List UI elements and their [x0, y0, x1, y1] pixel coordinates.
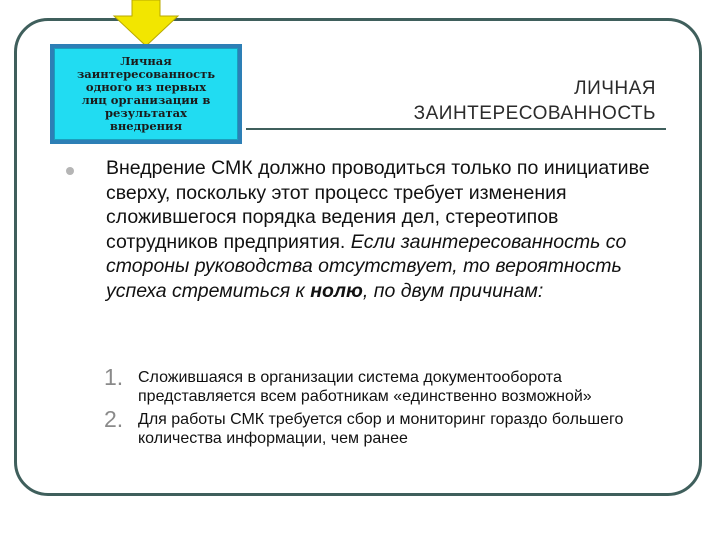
list-item-text: Сложившаяся в организации система документооборота представляется всем работникам «единственно возможной»	[138, 369, 592, 405]
body-text-part4: , по двум причинам:	[362, 279, 544, 302]
body-text-part2: Если заинтересованность со стороны руководства отсутствует, то вероятность успеха стремиться к	[106, 230, 627, 302]
header-divider	[246, 128, 666, 130]
body-text-part1: Внедрение СМК должно проводиться только по инициативе сверху, поскольку этот процесс требует изменения сложившегося порядка ведения дел, стереотипов сотрудников предприятия	[106, 157, 650, 253]
list-number: 1.	[104, 364, 124, 390]
callout-text: Личная заинтересованность одного из первых лиц организации в результатах внедрения	[76, 54, 216, 133]
bullet-icon	[66, 167, 74, 175]
body-text-dot: .	[339, 230, 351, 253]
list-item	[104, 364, 674, 406]
callout-box	[50, 44, 242, 144]
slide-title: ЛИЧНАЯ ЗАИНТЕРЕСОВАННОСТЬ	[413, 78, 656, 124]
reasons-list	[104, 364, 674, 452]
list-item	[104, 406, 674, 448]
list-number: 2.	[104, 406, 124, 432]
list-item-text: Для работы СМК требуется сбор и мониторинг гораздо большего количества информации, чем ранее	[138, 411, 624, 447]
down-arrow-icon	[112, 0, 180, 46]
body-text-part3: нолю	[310, 279, 363, 302]
body-paragraph	[106, 156, 666, 303]
